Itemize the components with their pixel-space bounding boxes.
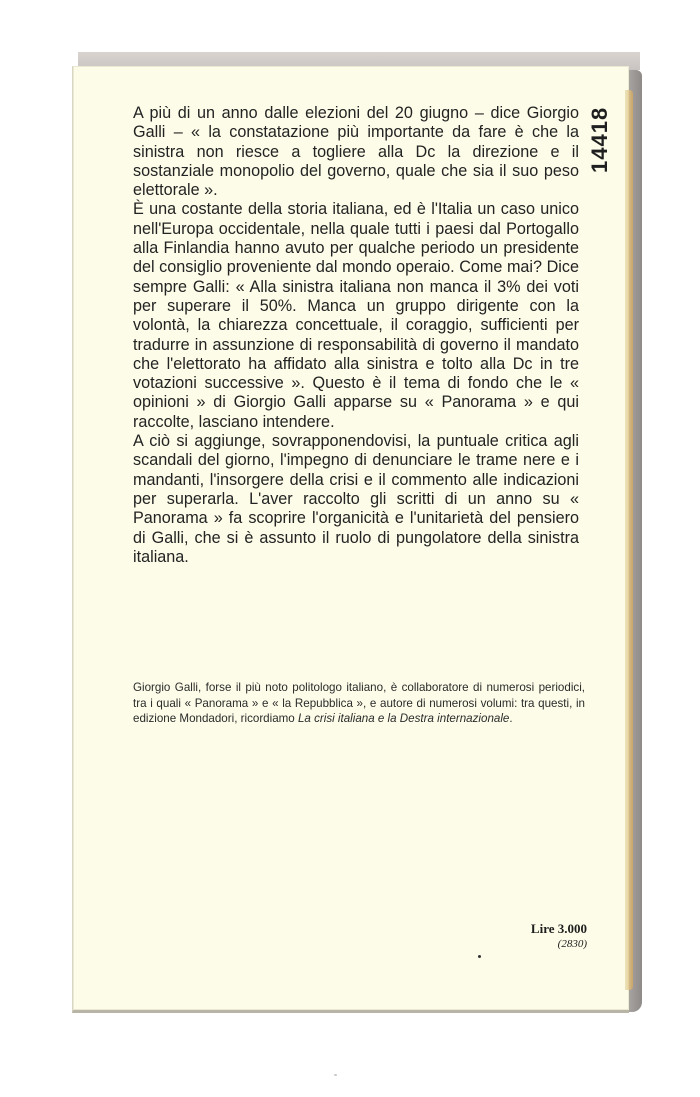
author-bio: [133, 680, 585, 727]
blurb-paragraph-2: È una costante della storia italiana, ed è l'Italia un caso unico nell'Europa occidentale, nella quale tutti i paesi dal Portogallo alla Finlandia hanno avuto per qualche periodo un presidente del consiglio proveniente dal mondo operaio. Come mai? Dice sempre Galli: « Alla sinistra italiana non manca il 3% dei voti per superare il 50%. Manca un gruppo dirigente con la volontà, la chiarezza concettuale, il coraggio, sufficienti per tradurre in assunzione di responsabilità di governo il mandato che l'elettorato ha affidato alla sinistra e tolto alla Dc in tre votazioni successive ». Questo è il tema di fondo che le « opinioni » di Giorgio Galli apparse su « Panorama » e qui raccolte, lasciano intendere.: [133, 200, 579, 431]
blurb-paragraph-1: A più di un anno dalle elezioni del 20 giugno – dice Giorgio Galli – « la constatazione più importante da fare è che la sinistra non riesce a togliere alla Dc la direzione e il sostanziale monopolio del governo, quale che sia il suo peso elettorale ».: [133, 104, 579, 200]
blurb-paragraph-3: A ciò si aggiunge, sovrapponendovisi, la puntuale critica agli scandali del giorno, l'impegno di denunciare le trame nere e i mandanti, l'insorgere della crisi e il commento alle indicazioni per superarla. L'aver raccolto gli scritti di un anno su « Panorama » fa scoprire l'organicità e l'unitarietà del pensiero di Galli, che si è assunto il ruolo di pungolatore della sinistra italiana.: [133, 432, 579, 566]
price-code: (2830): [557, 938, 587, 950]
price-block: [457, 921, 587, 951]
scan-speck: [334, 1074, 337, 1076]
catalog-number: 14418: [587, 106, 612, 174]
blurb-text: [133, 104, 579, 567]
price-label: Lire 3.000: [530, 921, 587, 936]
author-bio-text: Giorgio Galli, forse il più noto politologo italiano, è collaboratore di numerosi periodici, tra i quali « Panorama » e « la Repubblica », e autore di numerosi volumi: tra questi, in edizione Mondadori, ricordiamo: [133, 681, 585, 726]
back-cover: [72, 66, 629, 1013]
author-bio-book-title: La crisi italiana e la Destra internazionale: [297, 712, 510, 726]
print-dot: [478, 955, 481, 958]
author-bio-end: .: [509, 712, 513, 726]
